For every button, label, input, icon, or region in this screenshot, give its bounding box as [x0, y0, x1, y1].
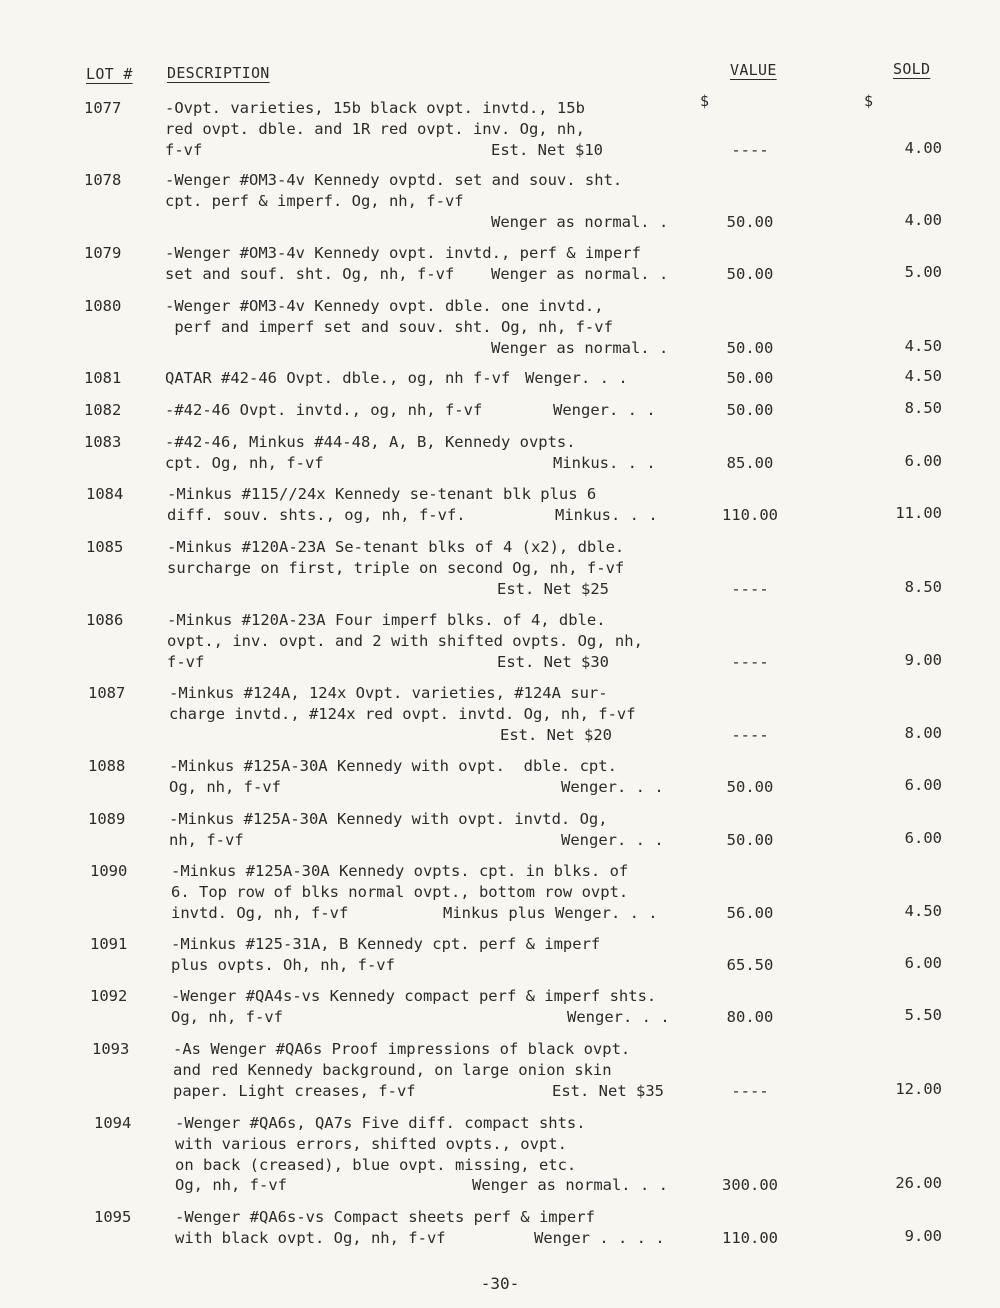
- description-line: [169, 725, 709, 746]
- lot-value: ----: [731, 1081, 769, 1100]
- lot-value: 85.00: [726, 453, 774, 472]
- lot-number: 1095: [94, 1208, 132, 1226]
- lot-number: 1078: [84, 171, 122, 189]
- lot-sold-price: 8.00: [904, 723, 942, 742]
- lot-sold-price: 4.00: [904, 138, 942, 157]
- lot-number: 1088: [88, 757, 126, 775]
- lot-number: 1087: [88, 684, 126, 702]
- lot-number: 1093: [92, 1040, 130, 1058]
- lot-value: 50.00: [726, 212, 774, 231]
- description-line: set and souf. sht. Og, nh, f-vf Wenger as normal. .: [165, 264, 669, 283]
- description-line: invtd. Og, nh, f-vf Minkus plus Wenger. . .: [171, 903, 658, 922]
- lot-value: 50.00: [726, 401, 774, 419]
- description-line: diff. souv. shts., og, nh, f-vf. Minkus. . .: [167, 505, 658, 524]
- lot-description: [171, 861, 711, 923]
- lot-reference: Wenger as normal. .: [491, 338, 669, 357]
- lot-sold-price: 9.00: [904, 1226, 942, 1245]
- lot-description: [165, 296, 705, 358]
- lot-sold-price: 4.50: [904, 367, 942, 385]
- lot-number: 1077: [84, 99, 122, 117]
- lot-number: 1090: [90, 862, 128, 880]
- lot-reference: Est. Net $30: [497, 652, 609, 671]
- description-line: cpt. perf & imperf. Og, nh, f-vf: [165, 191, 464, 210]
- lot-value: ----: [731, 140, 769, 159]
- lot-value: 50.00: [726, 264, 774, 283]
- lot-sold-price: 6.00: [904, 953, 942, 972]
- lot-column-header: LOT #: [86, 65, 133, 83]
- lot-description: [171, 986, 711, 1028]
- lot-reference: Wenger. . .: [561, 830, 664, 849]
- lot-description: [167, 537, 707, 599]
- lot-reference: Wenger. . .: [525, 369, 628, 387]
- lot-sold-price: 4.50: [904, 336, 942, 355]
- description-column-header: DESCRIPTION: [167, 64, 270, 82]
- description-line: -Minkus #115//24x Kennedy se-tenant blk plus 6: [167, 485, 597, 503]
- lot-description: [165, 243, 705, 285]
- lot-value: 300.00: [722, 1176, 778, 1195]
- description-line: -Minkus #120A-23A Four imperf blks. of 4, dble.: [167, 611, 606, 629]
- lot-sold-price: 6.00: [904, 775, 942, 794]
- lot-number: 1079: [84, 244, 122, 262]
- lot-number: 1085: [86, 538, 124, 556]
- description-line: perf and imperf set and souv. sht. Og, nh, f-vf: [165, 317, 613, 336]
- description-line: Og, nh, f-vf Wenger as normal. . .: [175, 1176, 668, 1195]
- description-line: -Wenger #OM3-4v Kennedy ovptd. set and souv. sht.: [165, 171, 623, 189]
- description-line: Og, nh, f-vf Wenger. . .: [169, 777, 664, 796]
- lot-sold-price: 5.00: [904, 262, 942, 281]
- description-line: -#42-46 Ovpt. invtd., og, nh, f-vf Wenger. . .: [165, 401, 656, 419]
- lot-value: 80.00: [726, 1007, 774, 1026]
- lot-reference: Wenger. . .: [567, 1007, 670, 1026]
- lot-description: [165, 98, 705, 160]
- lot-description: [169, 683, 709, 745]
- lot-sold-price: 5.50: [904, 1005, 942, 1024]
- description-line: -Minkus #125A-30A Kennedy with ovpt. dble. cpt.: [169, 757, 617, 775]
- lot-description: [167, 484, 707, 526]
- lot-number: 1094: [94, 1114, 132, 1132]
- lot-sold-price: 6.00: [904, 451, 942, 470]
- lot-description: [175, 1113, 715, 1196]
- lot-sold-price: 6.00: [904, 828, 942, 847]
- description-line: QATAR #42-46 Ovpt. dble., og, nh f-vf Wenger. . .: [165, 369, 628, 387]
- description-line: 6. Top row of blks normal ovpt., bottom row ovpt.: [171, 882, 629, 901]
- description-line: ovpt., inv. ovpt. and 2 with shifted ovpts. Og, nh,: [167, 631, 643, 650]
- lot-reference: Wenger . . . .: [534, 1228, 665, 1247]
- page-number: -30-: [480, 1274, 520, 1293]
- lot-value: ----: [731, 579, 769, 598]
- lot-value: 50.00: [726, 830, 774, 849]
- lot-value: 110.00: [722, 505, 778, 524]
- description-line: paper. Light creases, f-vf Est. Net $35: [173, 1081, 664, 1100]
- lot-number: 1082: [84, 401, 122, 419]
- description-line: f-vf Est. Net $30: [167, 652, 609, 671]
- value-currency-symbol: $: [700, 92, 710, 110]
- lot-reference: Wenger as normal. . .: [472, 1176, 668, 1195]
- lot-reference: Est. Net $10: [491, 140, 603, 159]
- description-line: Og, nh, f-vf Wenger. . .: [171, 1007, 670, 1026]
- lot-number: 1083: [84, 433, 122, 451]
- description-line: -Minkus #124A, 124x Ovpt. varieties, #124A sur-: [169, 684, 608, 702]
- sold-currency-symbol: $: [864, 92, 874, 110]
- lot-number: 1089: [88, 810, 126, 828]
- lot-sold-price: 11.00: [895, 503, 942, 522]
- lot-value: 110.00: [722, 1228, 778, 1247]
- lot-value: 56.00: [726, 903, 774, 922]
- description-line: on back (creased), blue ovpt. missing, etc.: [175, 1155, 577, 1174]
- description-line: with various errors, shifted ovpts., ovpt.: [175, 1134, 567, 1153]
- lot-reference: Minkus. . .: [555, 505, 658, 524]
- lot-sold-price: 4.00: [904, 210, 942, 229]
- description-line: [165, 212, 705, 233]
- lot-reference: Est. Net $35: [552, 1081, 664, 1100]
- description-line: -As Wenger #QA6s Proof impressions of black ovpt.: [173, 1040, 631, 1058]
- value-column-header: VALUE: [730, 61, 777, 79]
- lot-value: 65.50: [726, 955, 774, 974]
- description-line: red ovpt. dble. and 1R red ovpt. inv. Og, nh,: [165, 119, 585, 138]
- description-line: -Minkus #120A-23A Se-tenant blks of 4 (x2), dble.: [167, 538, 625, 556]
- description-line: -Wenger #QA6s-vs Compact sheets perf & imperf: [175, 1208, 595, 1226]
- lot-reference: Wenger as normal. .: [491, 264, 669, 283]
- lot-number: 1091: [90, 935, 128, 953]
- lot-reference: Est. Net $20: [500, 725, 612, 744]
- lot-value: 50.00: [726, 338, 774, 357]
- lot-description: [167, 610, 707, 672]
- lot-value: ----: [731, 725, 769, 744]
- description-line: f-vf Est. Net $10: [165, 140, 603, 159]
- lot-sold-price: 26.00: [895, 1174, 942, 1193]
- lot-description: [165, 432, 705, 474]
- lot-reference: Minkus plus Wenger. . .: [443, 903, 658, 922]
- description-line: [165, 338, 705, 359]
- lot-number: 1081: [84, 369, 122, 387]
- lot-sold-price: 12.00: [895, 1079, 942, 1098]
- lot-value: ----: [731, 652, 769, 671]
- lot-description: [175, 1207, 715, 1249]
- description-line: nh, f-vf Wenger. . .: [169, 830, 664, 849]
- description-line: charge invtd., #124x red ovpt. invtd. Og, nh, f-vf: [169, 704, 636, 723]
- description-line: -Wenger #OM3-4v Kennedy ovpt. dble. one invtd.,: [165, 297, 604, 315]
- lot-description: [171, 934, 711, 976]
- description-line: [167, 579, 707, 600]
- lot-number: 1084: [86, 485, 124, 503]
- lot-description: [165, 368, 705, 389]
- lot-sold-price: 4.50: [904, 901, 942, 920]
- lot-sold-price: 8.50: [904, 577, 942, 596]
- description-line: -Minkus #125-31A, B Kennedy cpt. perf & imperf: [171, 935, 601, 953]
- description-line: -Wenger #QA4s-vs Kennedy compact perf & imperf shts.: [171, 987, 657, 1005]
- lot-description: [165, 170, 705, 232]
- lot-number: 1086: [86, 611, 124, 629]
- lot-number: 1080: [84, 297, 122, 315]
- description-line: -Wenger #QA6s, QA7s Five diff. compact shts.: [175, 1114, 586, 1132]
- description-line: -#42-46, Minkus #44-48, A, B, Kennedy ovpts.: [165, 433, 576, 451]
- lot-reference: Est. Net $25: [497, 579, 609, 598]
- description-line: with black ovpt. Og, nh, f-vf Wenger . . . .: [175, 1228, 665, 1247]
- lot-sold-price: 9.00: [904, 650, 942, 669]
- lot-description: [169, 809, 709, 851]
- lot-number: 1092: [90, 987, 128, 1005]
- lot-sold-price: 8.50: [904, 399, 942, 417]
- description-line: plus ovpts. Oh, nh, f-vf: [171, 955, 395, 974]
- description-line: cpt. Og, nh, f-vf Minkus. . .: [165, 453, 656, 472]
- description-line: -Minkus #125A-30A Kennedy with ovpt. invtd. Og,: [169, 810, 608, 828]
- description-line: surcharge on first, triple on second Og, nh, f-vf: [167, 558, 625, 577]
- lot-reference: Minkus. . .: [553, 453, 656, 472]
- description-line: -Ovpt. varieties, 15b black ovpt. invtd., 15b: [165, 99, 585, 117]
- description-line: and red Kennedy background, on large onion skin: [173, 1060, 612, 1079]
- lot-description: [173, 1039, 713, 1101]
- lot-value: 50.00: [726, 369, 774, 387]
- lot-reference: Wenger as normal. .: [491, 212, 669, 231]
- lot-reference: Wenger. . .: [561, 777, 664, 796]
- lot-description: [169, 756, 709, 798]
- description-line: -Wenger #OM3-4v Kennedy ovpt. invtd., perf & imperf: [165, 244, 641, 262]
- lot-value: 50.00: [726, 777, 774, 796]
- sold-column-header: SOLD: [893, 60, 931, 78]
- description-line: -Minkus #125A-30A Kennedy ovpts. cpt. in blks. of: [171, 862, 629, 880]
- lot-reference: Wenger. . .: [553, 401, 656, 419]
- lot-description: [165, 400, 705, 421]
